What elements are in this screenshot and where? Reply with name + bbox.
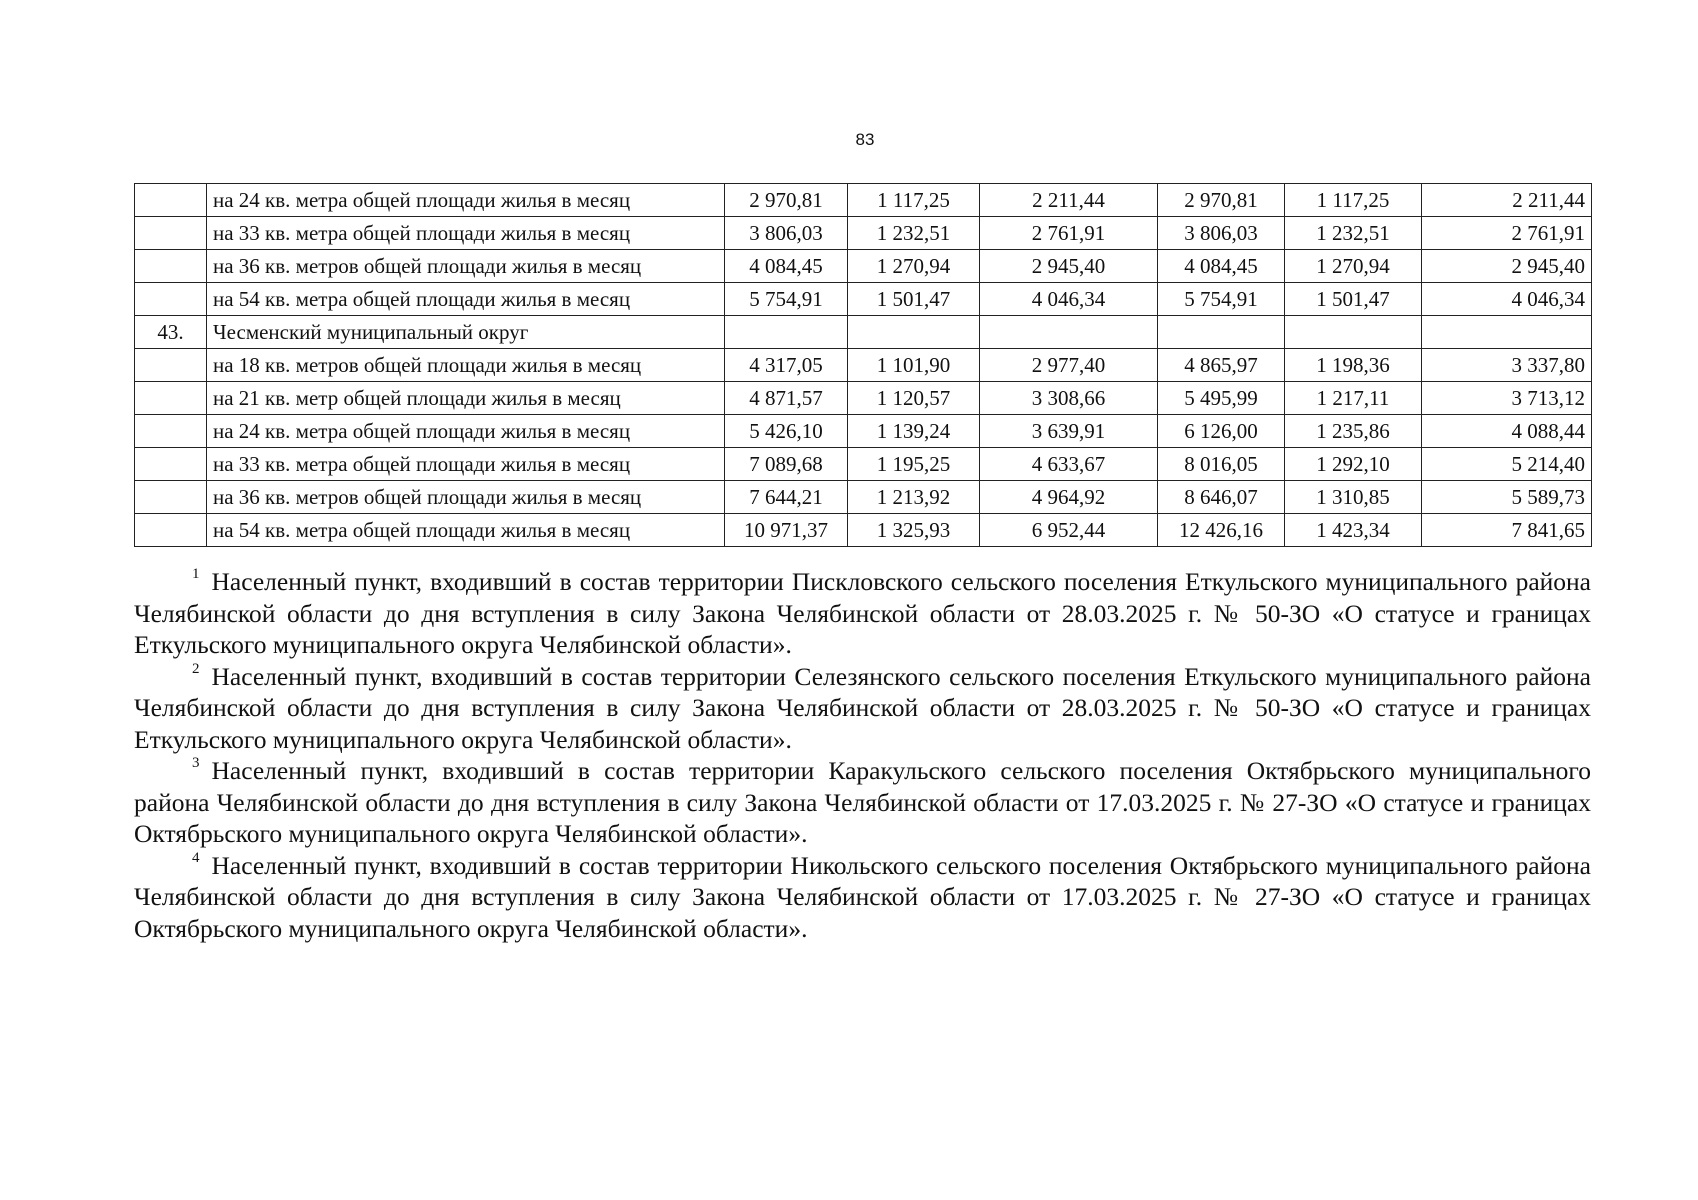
- value-cell: 1 117,25: [1285, 184, 1422, 217]
- value-cell: 8 646,07: [1158, 481, 1285, 514]
- footnote-mark: 4: [192, 849, 200, 866]
- footnote-2: [134, 661, 1591, 756]
- table-row: [135, 415, 1592, 448]
- table-row: [135, 250, 1592, 283]
- page-number: 83: [855, 130, 875, 149]
- footnote-3: [134, 755, 1591, 850]
- table-row: [135, 382, 1592, 415]
- value-cell: 4 865,97: [1158, 349, 1285, 382]
- value-cell: 1 501,47: [1285, 283, 1422, 316]
- value-cell: 3 337,80: [1422, 349, 1592, 382]
- value-cell: 2 945,40: [1422, 250, 1592, 283]
- row-number-cell: [135, 217, 207, 250]
- value-cell: 3 639,91: [980, 415, 1158, 448]
- value-cell: 1 117,25: [848, 184, 980, 217]
- value-cell: [1285, 316, 1422, 349]
- row-number-cell: [135, 415, 207, 448]
- value-cell: 12 426,16: [1158, 514, 1285, 547]
- row-name-cell: на 24 кв. метра общей площади жилья в месяц: [207, 184, 725, 217]
- value-cell: 7 089,68: [725, 448, 848, 481]
- value-cell: 2 970,81: [725, 184, 848, 217]
- table-row: [135, 349, 1592, 382]
- value-cell: 2 761,91: [1422, 217, 1592, 250]
- value-cell: 5 214,40: [1422, 448, 1592, 481]
- value-cell: 2 211,44: [980, 184, 1158, 217]
- value-cell: 5 426,10: [725, 415, 848, 448]
- value-cell: 1 270,94: [848, 250, 980, 283]
- footnote-text: Населенный пункт, входивший в состав территории Каракульского сельского поселения Октябрьского муниципального района Челябинской области до дня вступления в силу Закона Челябинской области от 17.03.2025 г. № 27-ЗО «О статусе и границах Октябрьского муниципального округа Челябинской области».: [134, 756, 1591, 848]
- footnote-4: [134, 850, 1591, 945]
- value-cell: 5 589,73: [1422, 481, 1592, 514]
- value-cell: 1 310,85: [1285, 481, 1422, 514]
- row-name-cell: на 54 кв. метра общей площади жилья в месяц: [207, 514, 725, 547]
- value-cell: 8 016,05: [1158, 448, 1285, 481]
- row-number-cell: [135, 382, 207, 415]
- value-cell: 5 495,99: [1158, 382, 1285, 415]
- value-cell: 7 841,65: [1422, 514, 1592, 547]
- value-cell: 4 084,45: [725, 250, 848, 283]
- value-cell: [1422, 316, 1592, 349]
- row-name-cell: на 33 кв. метра общей площади жилья в месяц: [207, 217, 725, 250]
- table-row: [135, 184, 1592, 217]
- value-cell: 1 423,34: [1285, 514, 1422, 547]
- row-number-cell: [135, 514, 207, 547]
- value-cell: 2 211,44: [1422, 184, 1592, 217]
- row-name-cell: на 36 кв. метров общей площади жилья в месяц: [207, 250, 725, 283]
- table-row: [135, 217, 1592, 250]
- row-number-cell: [135, 283, 207, 316]
- value-cell: 3 806,03: [725, 217, 848, 250]
- footnote-text: Населенный пункт, входивший в состав территории Селезянского сельского поселения Еткульского муниципального района Челябинской области до дня вступления в силу Закона Челябинской области от 28.03.2025 г. № 50-ЗО «О статусе и границах Еткульского муниципального округа Челябинской области».: [134, 661, 1591, 754]
- value-cell: 4 317,05: [725, 349, 848, 382]
- value-cell: 1 213,92: [848, 481, 980, 514]
- value-cell: 1 232,51: [1285, 217, 1422, 250]
- value-cell: 4 633,67: [980, 448, 1158, 481]
- value-cell: 5 754,91: [1158, 283, 1285, 316]
- value-cell: 4 871,57: [725, 382, 848, 415]
- value-cell: 1 139,24: [848, 415, 980, 448]
- value-cell: 2 761,91: [980, 217, 1158, 250]
- row-name-cell: на 33 кв. метра общей площади жилья в месяц: [207, 448, 725, 481]
- value-cell: 4 084,45: [1158, 250, 1285, 283]
- value-cell: [725, 316, 848, 349]
- value-cell: 7 644,21: [725, 481, 848, 514]
- row-name-cell: Чесменский муниципальный округ: [207, 316, 725, 349]
- value-cell: 4 964,92: [980, 481, 1158, 514]
- value-cell: 1 195,25: [848, 448, 980, 481]
- table-row: [135, 316, 1592, 349]
- value-cell: 3 308,66: [980, 382, 1158, 415]
- footnote-mark: 3: [192, 755, 200, 771]
- table-row: [135, 448, 1592, 481]
- row-name-cell: на 21 кв. метр общей площади жилья в месяц: [207, 382, 725, 415]
- table-row: [135, 283, 1592, 316]
- value-cell: 6 952,44: [980, 514, 1158, 547]
- value-cell: 3 806,03: [1158, 217, 1285, 250]
- row-name-cell: на 36 кв. метров общей площади жилья в месяц: [207, 481, 725, 514]
- value-cell: 2 945,40: [980, 250, 1158, 283]
- row-number-cell: [135, 349, 207, 382]
- footnotes: [134, 566, 1591, 944]
- footnote-text: Населенный пункт, входивший в состав территории Никольского сельского поселения Октябрьского муниципального района Челябинской области до дня вступления в силу Закона Челябинской области от 17.03.2025 г. № 27-ЗО «О статусе и границах Октябрьского муниципального округа Челябинской области».: [134, 850, 1591, 943]
- value-cell: 6 126,00: [1158, 415, 1285, 448]
- row-name-cell: на 18 кв. метров общей площади жилья в месяц: [207, 349, 725, 382]
- value-cell: 1 198,36: [1285, 349, 1422, 382]
- value-cell: 1 120,57: [848, 382, 980, 415]
- footnote-1: [134, 566, 1591, 661]
- value-cell: 5 754,91: [725, 283, 848, 316]
- row-name-cell: на 54 кв. метра общей площади жилья в месяц: [207, 283, 725, 316]
- value-cell: 1 270,94: [1285, 250, 1422, 283]
- value-cell: 1 292,10: [1285, 448, 1422, 481]
- value-cell: [980, 316, 1158, 349]
- table-row: [135, 514, 1592, 547]
- value-cell: [1158, 316, 1285, 349]
- tariff-table: [134, 183, 1592, 547]
- row-number-cell: [135, 184, 207, 217]
- value-cell: 1 217,11: [1285, 382, 1422, 415]
- value-cell: 2 970,81: [1158, 184, 1285, 217]
- table-row: [135, 481, 1592, 514]
- value-cell: 1 325,93: [848, 514, 980, 547]
- value-cell: 4 046,34: [980, 283, 1158, 316]
- row-name-cell: на 24 кв. метра общей площади жилья в месяц: [207, 415, 725, 448]
- row-number-cell: [135, 250, 207, 283]
- value-cell: 4 046,34: [1422, 283, 1592, 316]
- value-cell: 2 977,40: [980, 349, 1158, 382]
- value-cell: 1 501,47: [848, 283, 980, 316]
- value-cell: 1 235,86: [1285, 415, 1422, 448]
- value-cell: 3 713,12: [1422, 382, 1592, 415]
- footnote-text: Населенный пункт, входивший в состав территории Пискловского сельского поселения Еткульского муниципального района Челябинской области до дня вступления в силу Закона Челябинской области от 28.03.2025 г. № 50-ЗО «О статусе и границах Еткульского муниципального округа Челябинской области».: [134, 567, 1591, 659]
- value-cell: [848, 316, 980, 349]
- row-number-cell: [135, 448, 207, 481]
- value-cell: 10 971,37: [725, 514, 848, 547]
- row-number-cell: 43.: [135, 316, 207, 349]
- row-number-cell: [135, 481, 207, 514]
- value-cell: 4 088,44: [1422, 415, 1592, 448]
- value-cell: 1 101,90: [848, 349, 980, 382]
- footnote-mark: 1: [192, 566, 200, 582]
- value-cell: 1 232,51: [848, 217, 980, 250]
- footnote-mark: 2: [192, 660, 200, 677]
